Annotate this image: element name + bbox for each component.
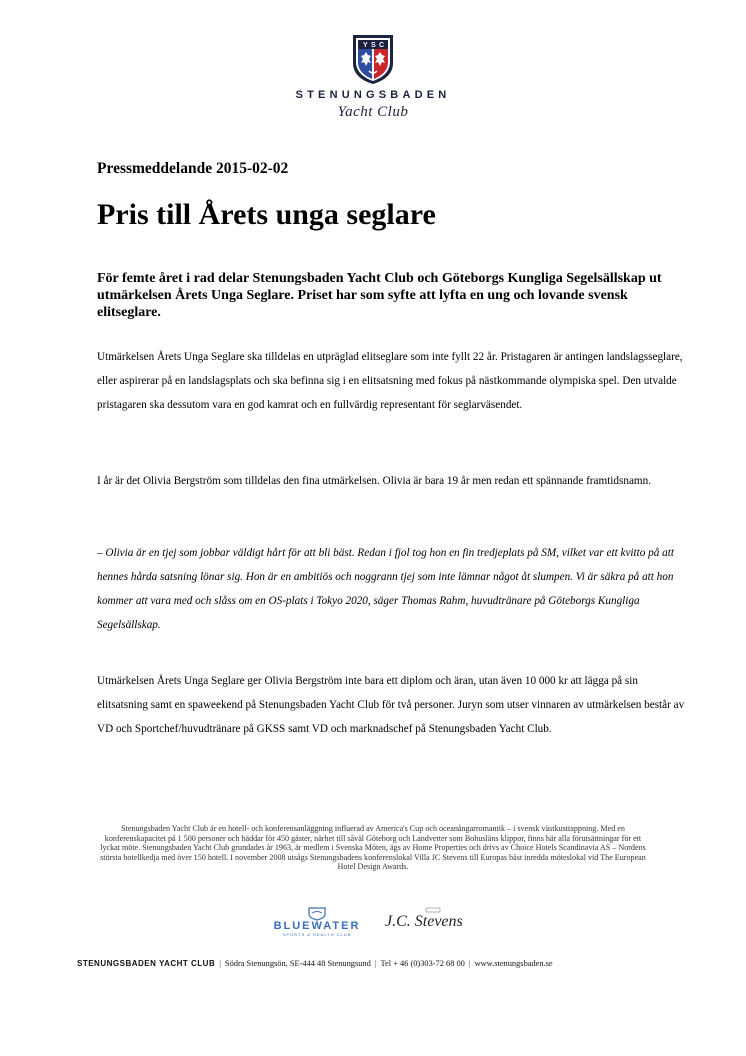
jc-stevens-wordmark: J.C. Stevens bbox=[385, 913, 463, 930]
body-paragraph-criteria: Utmärkelsen Årets Unga Seglare ska tilldelas en utpräglad elitseglare som inte fyllt 22 år. Pristagaren är antingen landslagsseglare, eller aspirerar på en landslagsplats och ska befinna sig i en elitsatsning med fokus på nästkommande olympiska spel. Den utvalde pristagaren ska dessutom vara en god kamrat och en fullvärdig representant för seglarväsendet. bbox=[97, 351, 683, 411]
logo-letter-s: S bbox=[371, 42, 376, 49]
footer-description: Stenungsbaden Yacht Club är en hotell- och konferensanläggning influerad av America's Cup och oceanångarromantik – i svensk västkusttappning. Med en konferenskapacitet på 1 500 personer och bäddar för 450 gäster, närhet till såväl Göteborg och Landvetter som Bohusläns klippor, finns här alla förutsättningar för ett lyckat möte. Stenungsbaden Yacht Club grundades år 1963, är medlem i Svenska Möten, ägs av Home Properties och drivs av Choice Hotels Scandinavia AS – Nordens största hotellkedja med över 150 hotell. I november 2008 utsågs Stenungsbadens konferenslokal Villa JC Stevens till Europas bäst inredda möteslokal vid The European Hotel Design Awards. bbox=[100, 824, 646, 872]
footer-address: Södra Stenungsön, SE-444 48 Stenungsund bbox=[224, 959, 371, 968]
lead-paragraph: För femte året i rad delar Stenungsbaden Yacht Club och Göteborgs Kungliga Segelsällskap ut utmärkelsen Årets Unga Seglare. Priset har som syfte att lyfta en ung och lovande svensk elitseglare. bbox=[97, 271, 662, 320]
footer-separator: | bbox=[374, 959, 377, 968]
logo-letter-y: Y bbox=[363, 42, 368, 49]
footer-separator: | bbox=[219, 959, 221, 968]
yacht-club-shield-icon bbox=[349, 33, 397, 85]
body-paragraph-quote: – Olivia är en tjej som jobbar väldigt hårt för att bli bäst. Redan i fjol tog hon en fin tredjeplats på SM, vilket var ett kvitto på att hennes hårda satsning lönar sig. Hon är en ambitiös och noggrann tjej som inte lämnar något åt slumpen. Vi är säkra på att hon kommer att vara med och slåss om en OS-plats i Tokyo 2020, säger Thomas Rahm, huvudtränare på Göteborgs Kungliga Segelsällskap. bbox=[97, 547, 674, 631]
bluewater-logo bbox=[267, 907, 367, 937]
brand-subtitle: Yacht Club bbox=[337, 104, 409, 120]
logo-letter-c: C bbox=[379, 42, 385, 49]
press-release-dateline: Pressmeddelande 2015-02-02 bbox=[97, 160, 289, 177]
bluewater-subtitle: SPORTS & HEALTH CLUB bbox=[282, 932, 352, 937]
footer-contact-line bbox=[77, 959, 677, 968]
footer-separator: | bbox=[468, 959, 471, 968]
bluewater-shield-icon bbox=[307, 907, 327, 921]
footer-company-name: STENUNGSBADEN YACHT CLUB bbox=[77, 959, 216, 968]
footer-phone: Tel + 46 (0)303-72 68 00 bbox=[380, 959, 465, 968]
footer-website-link[interactable]: www.stenungsbaden.se bbox=[474, 959, 553, 968]
jc-stevens-logo bbox=[385, 907, 485, 937]
stenungsbaden-logo bbox=[273, 33, 473, 123]
page-title: Pris till Årets unga seglare bbox=[97, 198, 436, 231]
brand-name: STENUNGSBADEN bbox=[295, 89, 451, 101]
body-paragraph-prize: Utmärkelsen Årets Unga Seglare ger Olivia Bergström inte bara ett diplom och äran, utan även 10 000 kr att lägga på sin elitsatsning samt en spaweekend på Stenungsbaden Yacht Club för två personer. Juryn som utser vinnaren av utmärkelsen består av VD och Sportchef/huvudtränare på GKSS samt VD och marknadschef på Stenungsbaden Yacht Club. bbox=[97, 675, 685, 735]
body-paragraph-winner: I år är det Olivia Bergström som tilldelas den fina utmärkelsen. Olivia är bara 19 år men redan ett spännande framtidsnamn. bbox=[97, 475, 652, 487]
bluewater-name: BLUEWATER bbox=[273, 920, 361, 932]
